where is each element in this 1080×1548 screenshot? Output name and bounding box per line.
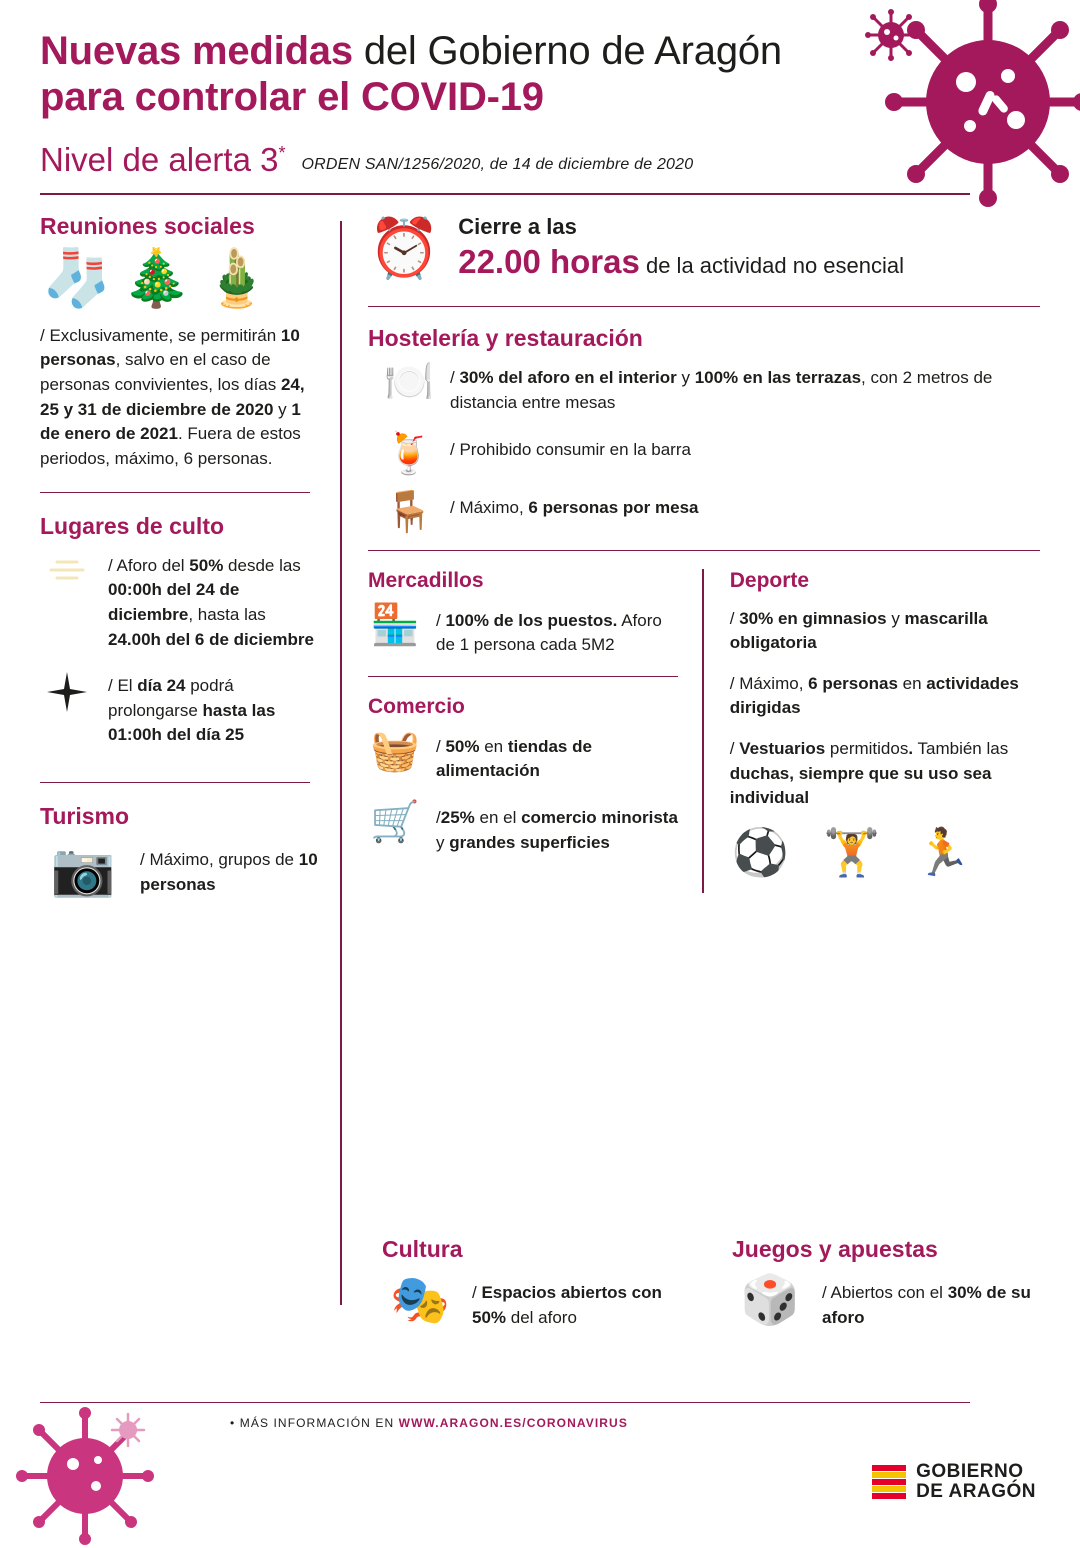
gov-line-2: DE ARAGÓN xyxy=(916,1481,1036,1503)
c2-p2: en el xyxy=(474,808,522,828)
dice-chips-icon: 🎲 xyxy=(740,1274,800,1327)
c1-b2: tiendas de alimentación xyxy=(436,736,592,781)
section-title-hosteleria: Hostelería y restauración xyxy=(368,325,643,352)
section-title-mercadillos: Mercadillos xyxy=(368,568,484,592)
deporte-icons xyxy=(731,826,1040,879)
turismo-item xyxy=(40,841,318,900)
d2-b2: actividades dirigidas xyxy=(729,673,1019,718)
cu-b1: Espacios abiertos con 50% xyxy=(472,1283,662,1327)
footer-divider xyxy=(40,1402,970,1403)
d3-b2: . xyxy=(908,739,914,759)
hosteleria-item-1 xyxy=(382,362,1040,415)
deporte-bullet-2 xyxy=(730,672,1040,721)
w2-p1: / El xyxy=(108,676,138,696)
d3-b3: duchas, siempre que su uso sea individual xyxy=(729,763,992,808)
w1-b1: 50% xyxy=(189,555,224,575)
right-divider-2 xyxy=(368,550,1040,551)
w1-b3: 24.00h del 6 de diciembre xyxy=(108,629,314,649)
light-rays-icon xyxy=(40,550,94,597)
title-part-1: Nuevas medidas xyxy=(40,29,353,73)
hosteleria-item-1-text xyxy=(450,362,1040,415)
weightlifter-icon: 🏋️ xyxy=(823,826,881,879)
turismo-b1: 10 personas xyxy=(140,850,318,894)
section-title-lugares-de-culto: Lugares de culto xyxy=(40,512,225,539)
c2-p3: y xyxy=(436,832,450,852)
government-logo-text xyxy=(916,1462,1036,1502)
juegos-item xyxy=(732,1274,1040,1330)
h1-p1: / xyxy=(450,368,460,388)
section-title-comercio: Comercio xyxy=(368,694,465,718)
c2-b3: grandes superficies xyxy=(449,832,610,852)
column-mercadillos-comercio xyxy=(368,569,702,893)
section-title-juegos: Juegos y apuestas xyxy=(732,1236,938,1262)
deporte-bullet-3 xyxy=(730,737,1040,811)
christmas-bauble-icon: 🎍 xyxy=(201,245,272,309)
d2-p2: en xyxy=(897,673,927,693)
comercio-item-1 xyxy=(368,728,678,784)
food-basket-icon: 🧺 xyxy=(370,728,420,773)
h3-b1: 6 personas por mesa xyxy=(528,497,699,517)
page-title xyxy=(40,28,830,121)
d3-b1: Vestuarios xyxy=(739,739,826,759)
body xyxy=(0,195,1080,1305)
more-info-label: MÁS INFORMACIÓN EN xyxy=(239,1416,399,1430)
c1-b1: 50% xyxy=(445,736,480,756)
m-b1: 100% de los puestos. xyxy=(445,610,618,630)
social-text-b1: 10 personas xyxy=(40,325,300,370)
cu-p2: del aforo xyxy=(506,1307,577,1327)
more-info-url[interactable]: WWW.ARAGON.ES/CORONAVIRUS xyxy=(398,1416,628,1430)
turismo-p1: / Máximo, grupos de xyxy=(140,850,299,870)
c2-p1: / xyxy=(436,808,441,828)
theater-masks-icon: 🎭 xyxy=(390,1274,450,1327)
c2-b1: 25% xyxy=(440,808,475,828)
d3-p3: También las xyxy=(913,739,1009,759)
j-p1: / Abiertos con el xyxy=(822,1283,948,1302)
bottom-spacer xyxy=(40,1236,340,1348)
c1-p2: en xyxy=(479,736,508,756)
hosteleria-item-3-text xyxy=(450,492,698,521)
w1-p2: desde las xyxy=(223,555,301,575)
column-deporte xyxy=(704,569,1040,893)
social-icons xyxy=(42,245,318,309)
h1-b1: 30% del aforo en el interior xyxy=(459,368,677,388)
social-text-4: . Fuera de estos periodos, máximo, 6 personas. xyxy=(40,424,301,468)
closing-line1: Cierre a las xyxy=(458,213,577,239)
closing-hours: 22.00 horas xyxy=(458,243,640,281)
soccer-ball-icon: ⚽ xyxy=(731,826,790,879)
deporte-bullet-1 xyxy=(730,607,1040,656)
room-service-tray-icon: 🍽️ xyxy=(384,360,434,405)
d3-p1: / xyxy=(729,739,740,759)
hosteleria-items xyxy=(368,360,1040,534)
w1-p1: / Aforo del xyxy=(108,555,190,575)
right-column xyxy=(342,213,1040,1305)
left-divider-1 xyxy=(40,492,310,493)
hosteleria-item-2 xyxy=(382,431,1040,476)
bottom-row xyxy=(0,1236,1080,1348)
c2-b2: comercio minorista xyxy=(521,808,678,828)
hosteleria-item-3 xyxy=(382,489,1040,534)
star-sparkle-icon xyxy=(40,670,94,721)
comercio-item-1-text xyxy=(436,731,678,784)
turismo-text xyxy=(140,844,318,897)
christmas-tree-icon: 🎄 xyxy=(121,245,192,309)
social-text-b3: 1 de enero de 2021 xyxy=(40,399,301,444)
d2-p1: / Máximo, xyxy=(729,673,809,693)
juegos-block xyxy=(732,1236,1040,1348)
section-title-deporte: Deporte xyxy=(729,568,810,592)
table-chairs-icon: 🪑 xyxy=(384,489,434,534)
j-b1: 30% de su aforo xyxy=(822,1283,1031,1327)
social-text-1: / Exclusivamente, se permitirán xyxy=(40,325,281,345)
social-text-2: , salvo en el caso de personas convivientes, los días xyxy=(40,350,281,395)
coronavirus-illustration-small xyxy=(864,8,918,62)
m-p2: Aforo de 1 persona cada 5M2 xyxy=(436,610,662,655)
title-part-3: para controlar el COVID-19 xyxy=(40,75,544,120)
w1-p3: , hasta las xyxy=(188,604,266,624)
more-info-line xyxy=(230,1416,628,1430)
social-text xyxy=(40,324,318,472)
alert-level-asterisk: * xyxy=(278,142,286,163)
footer xyxy=(0,1388,1080,1528)
h1-p3: , con 2 metros de distancia entre mesas xyxy=(450,368,993,412)
worship-item-1-text xyxy=(108,550,318,653)
h1-b2: 100% en las terrazas xyxy=(694,368,862,388)
title-part-2: del Gobierno de Aragón xyxy=(352,29,782,73)
shopping-cart-icon: 🛒 xyxy=(370,800,420,845)
section-title-turismo: Turismo xyxy=(40,803,130,830)
d1-p2: y xyxy=(886,608,905,628)
christmas-stocking-icon: 🧦 xyxy=(42,245,112,309)
government-logo xyxy=(872,1462,1036,1502)
h3-p1: / Máximo, xyxy=(450,497,529,517)
d1-b2: mascarilla obligatoria xyxy=(729,608,988,653)
mid-two-columns xyxy=(368,569,1040,893)
header xyxy=(0,0,1080,179)
w2-b1: día 24 xyxy=(137,676,186,696)
cu-p1: / xyxy=(472,1283,482,1302)
hosteleria-item-2-text: / Prohibido consumir en la barra xyxy=(450,439,691,459)
alarm-clock-icon: ⏰ xyxy=(368,215,441,281)
mercadillos-item xyxy=(368,602,678,658)
juegos-text xyxy=(822,1277,1040,1330)
right-divider-1 xyxy=(368,306,1040,307)
divider-mercadillos-comercio xyxy=(368,676,678,677)
w2-p2: podrá prolongarse xyxy=(108,676,234,720)
w2-b2: hasta las 01:00h del día 25 xyxy=(108,700,276,745)
comercio-item-2 xyxy=(368,802,678,855)
runner-icon: 🏃 xyxy=(914,826,972,879)
left-column xyxy=(40,213,340,1305)
cocktail-glass-icon: 🍹 xyxy=(384,431,434,476)
left-divider-2 xyxy=(40,782,310,783)
worship-item-2-text xyxy=(108,670,318,748)
worship-item-2 xyxy=(40,670,318,748)
footer-bullet: • xyxy=(230,1416,236,1430)
section-title-cultura: Cultura xyxy=(382,1236,463,1262)
alert-level-text: Nivel de alerta 3 xyxy=(40,140,279,178)
worship-item-1 xyxy=(40,550,318,653)
cultura-item xyxy=(382,1274,690,1330)
h1-p2: y xyxy=(676,368,695,388)
social-text-b2: 24, 25 y 31 de diciembre de 2020 xyxy=(40,375,305,419)
coronavirus-illustration-footer-small xyxy=(108,1410,148,1450)
section-title-reuniones-sociales: Reuniones sociales xyxy=(40,212,255,239)
c1-p1: / xyxy=(436,736,446,756)
w1-b2: 00:00h del 24 de diciembre xyxy=(108,580,240,624)
cultura-text xyxy=(472,1277,690,1330)
gov-line-1: GOBIERNO xyxy=(916,1461,1024,1483)
mercadillos-text xyxy=(436,605,678,658)
comercio-item-2-text xyxy=(436,802,678,855)
d3-p2: permitidos xyxy=(825,739,909,759)
d2-b1: 6 personas xyxy=(808,673,898,693)
d1-b1: 30% en gimnasios xyxy=(739,608,887,628)
closing-line2: de la actividad no esencial xyxy=(645,253,905,279)
camera-icon: 📷 xyxy=(50,841,116,900)
closing-time-text xyxy=(458,213,904,284)
d1-p1: / xyxy=(729,608,740,628)
m-p1: / xyxy=(436,610,446,630)
aragon-flag-icon xyxy=(872,1465,906,1499)
alert-level xyxy=(40,141,285,179)
closing-time-block xyxy=(368,213,1040,284)
market-stall-icon: 🏪 xyxy=(370,602,420,647)
order-reference: ORDEN SAN/1256/2020, de 14 de diciembre de 2020 xyxy=(301,155,694,173)
social-text-3: y xyxy=(273,399,292,419)
cultura-block xyxy=(382,1236,690,1348)
